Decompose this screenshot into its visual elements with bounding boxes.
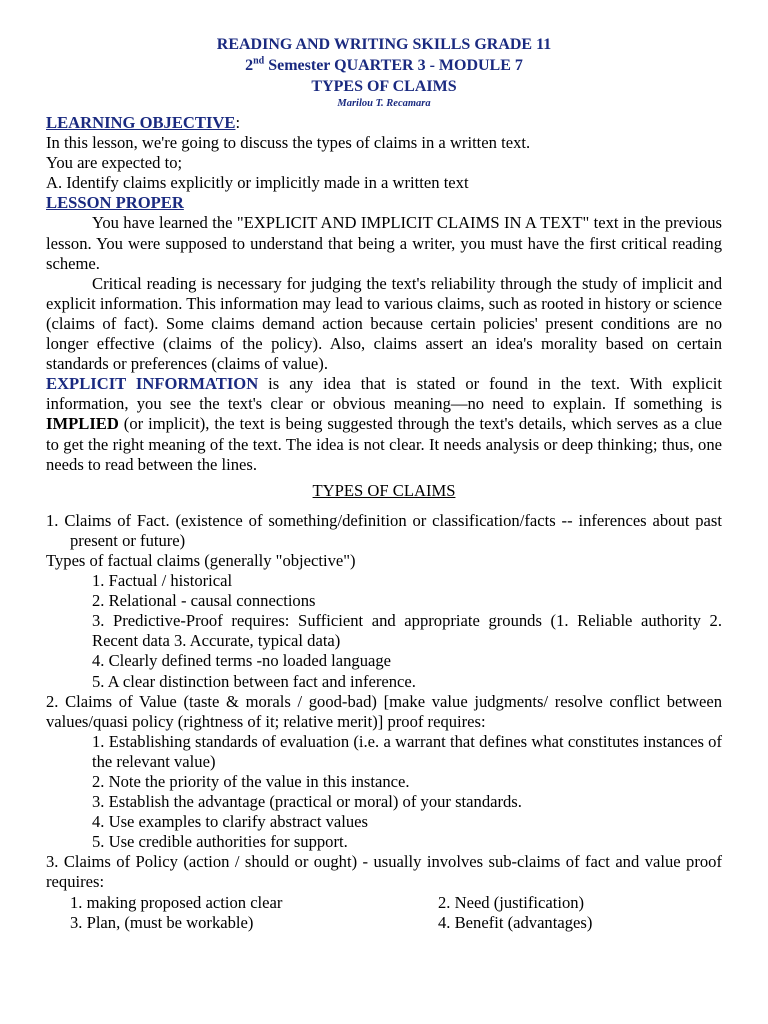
policy-item: 2. Need (justification): [438, 892, 585, 912]
objective-line-3: A. Identify claims explicitly or implicitly made in a written text: [46, 173, 469, 193]
policy-item: 4. Benefit (advantages): [438, 912, 593, 932]
objective-heading: LEARNING OBJECTIVE: [46, 113, 236, 132]
fact-item: 3. Predictive-Proof requires: Sufficient and appropriate grounds (1. Reliable authority 2. Recent data 3. Accurate, typical data): [92, 611, 722, 651]
value-claim-title: 2. Claims of Value (taste & morals / good-bad) [make value judgments/ resolve conflict between values/quasi policy (rightness of it; relative merit)] proof requires:: [46, 691, 722, 731]
lesson-paragraph-2: Critical reading is necessary for judging the text's reliability through the study of implicit and explicit information. This information may lead to various claims, such as rooted in history or science (claims of fact). Some claims demand action because certain policies' present conditions are no longer effective (claims of the policy). Also, claims assert an idea's morality based on certain standards or preferences (claims of value).: [46, 273, 722, 374]
author-name: Marilou T. Recamara: [337, 98, 431, 109]
objective-line-1: In this lesson, we're going to discuss the types of claims in a written text.: [46, 133, 531, 153]
semester-suffix: nd: [253, 55, 265, 67]
semester-line: [46, 55, 722, 76]
policy-row: [46, 893, 722, 913]
fact-item: 5. A clear distinction between fact and inference.: [92, 671, 416, 691]
lesson-heading: LESSON PROPER: [46, 193, 184, 213]
fact-claim-title: 1. Claims of Fact. (existence of something/definition or classification/facts -- inferences about past present or future): [46, 510, 722, 550]
value-item: 4. Use examples to clarify abstract values: [92, 812, 369, 832]
document-title: READING AND WRITING SKILLS GRADE 11: [216, 36, 552, 53]
fact-subhead: Types of factual claims (generally "objective"): [46, 550, 356, 570]
implied-term: IMPLIED: [46, 414, 119, 434]
fact-item: 4. Clearly defined terms -no loaded language: [92, 651, 392, 671]
value-item: 5. Use credible authorities for support.: [92, 832, 348, 852]
policy-item: 3. Plan, (must be workable): [70, 912, 254, 932]
value-item: 2. Note the priority of the value in this instance.: [92, 772, 410, 791]
policy-item: 1. making proposed action clear: [70, 892, 283, 912]
objective-colon: :: [235, 113, 241, 132]
explicit-text-2: (or implicit), the text is being suggested through the text's details, which serves as a clue to get the right meaning of the text. The idea is not clear. It needs analysis or deep thinking; thus, one needs to read between the lines.: [46, 414, 722, 474]
semester-number: 2: [245, 57, 254, 74]
explicit-paragraph: [46, 374, 722, 474]
policy-claim-title: 3. Claims of Policy (action / should or ought) - usually involves sub-claims of fact and value proof requires:: [46, 852, 722, 892]
policy-row: [46, 913, 722, 933]
fact-item: 2. Relational - causal connections: [92, 591, 316, 611]
lesson-paragraph-1: You have learned the "EXPLICIT AND IMPLICIT CLAIMS IN A TEXT" text in the previous lesson. You were supposed to understand that being a writer, you must have the first critical reading scheme.: [46, 213, 722, 273]
objective-line-2: You are expected to;: [46, 153, 183, 173]
value-item: 3. Establish the advantage (practical or moral) of your standards.: [92, 792, 522, 812]
fact-item: 1. Factual / historical: [92, 571, 233, 591]
objective-heading-line: [46, 113, 722, 133]
explicit-text-1: is any idea that is stated or found in the text. With explicit information, you see the text's clear or obvious meaning—no need to explain. If something is: [46, 374, 722, 414]
types-heading: TYPES OF CLAIMS: [312, 480, 456, 500]
value-item: 1. Establishing standards of evaluation (i.e. a warrant that defines what constitutes instances of the relevant value): [92, 731, 722, 771]
explicit-term: EXPLICIT INFORMATION: [46, 374, 259, 394]
semester-text: Semester QUARTER 3 - MODULE 7: [264, 57, 523, 74]
module-title: TYPES OF CLAIMS: [311, 78, 457, 95]
